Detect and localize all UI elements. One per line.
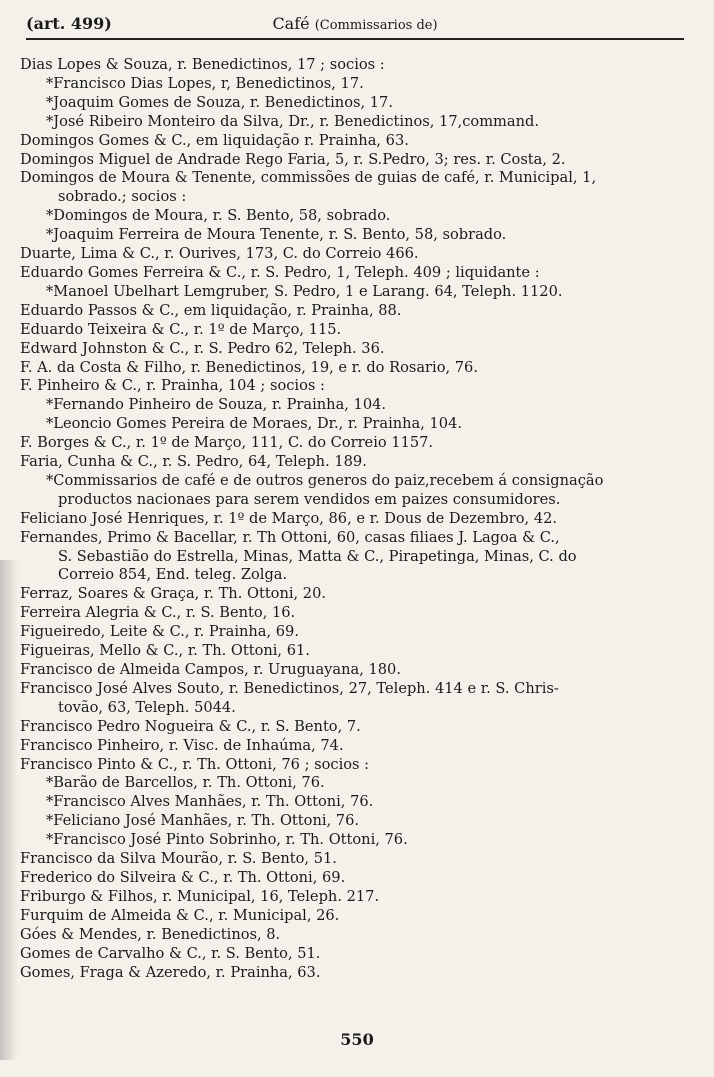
firm-entry: Edward Johnston & C., r. S. Pedro 62, Teleph. 36. — [20, 339, 385, 357]
firm-entry: F. Pinheiro & C., r. Prainha, 104 ; socios : — [20, 377, 325, 395]
firm-entry: Francisco Pedro Nogueira & C., r. S. Bento, 7. — [20, 717, 361, 735]
firm-entry: Eduardo Passos & C., em liquidação, r. Prainha, 88. — [20, 301, 402, 319]
partner-entry: *Francisco José Pinto Sobrinho, r. Th. Ottoni, 76. — [46, 831, 408, 849]
section-title-main: Café — [272, 14, 310, 33]
partner-entry: *Francisco Alves Manhães, r. Th. Ottoni, 76. — [46, 793, 374, 811]
firm-entry: Góes & Mendes, r. Benedictinos, 8. — [20, 925, 281, 943]
partner-entry: *Fernando Pinheiro de Souza, r. Prainha, 104. — [46, 396, 387, 414]
partner-entry: *Leoncio Gomes Pereira de Moraes, Dr., r. Prainha, 104. — [46, 415, 463, 433]
firm-entry: Francisco da Silva Mourão, r. S. Bento, 51. — [20, 850, 337, 868]
firm-entry: Dias Lopes & Souza, r. Benedictinos, 17 ; socios : — [20, 56, 385, 73]
entry-continuation: productos nacionaes para serem vendidos em paizes consumidores. — [58, 490, 561, 508]
firm-entry: Friburgo & Filhos, r. Municipal, 16, Teleph. 217. — [20, 887, 380, 905]
firm-entry: Domingos de Moura & Tenente, commissões de guias de café, r. Municipal, 1, — [20, 169, 597, 187]
section-title — [26, 14, 684, 33]
entry-continuation: sobrado.; socios : — [58, 188, 187, 206]
firm-entry: Furquim de Almeida & C., r. Municipal, 26. — [20, 906, 340, 924]
firm-entry: Faria, Cunha & C., r. S. Pedro, 64, Teleph. 189. — [20, 453, 367, 471]
firm-entry: Duarte, Lima & C., r. Ourives, 173, C. do Correio 466. — [20, 245, 419, 263]
firm-entry: Eduardo Gomes Ferreira & C., r. S. Pedro, 1, Teleph. 409 ; liquidante : — [20, 263, 540, 281]
firm-entry: Frederico do Silveira & C., r. Th. Ottoni, 69. — [20, 868, 346, 886]
firm-entry: Fernandes, Primo & Bacellar, r. Th Ottoni, 60, casas filiaes J. Lagoa & C., — [20, 528, 560, 546]
partner-entry: *Commissarios de café e de outros generos do paiz,recebem á consignação — [46, 471, 604, 489]
entry-continuation: Correio 854, End. teleg. Zolga. — [58, 566, 288, 584]
firm-entry: Figueiras, Mello & C., r. Th. Ottoni, 61. — [20, 642, 310, 660]
firm-entry: Gomes de Carvalho & C., r. S. Bento, 51. — [20, 944, 321, 962]
firm-entry: Ferreira Alegria & C., r. S. Bento, 16. — [20, 604, 296, 622]
partner-entry: *Manoel Ubelhart Lemgruber, S. Pedro, 1 e Larang. 64, Teleph. 1120. — [46, 282, 563, 300]
page-header — [26, 10, 684, 40]
firm-entry: Domingos Gomes & C., em liquidação r. Prainha, 63. — [20, 131, 409, 149]
firm-entry: Eduardo Teixeira & C., r. 1º de Março, 115. — [20, 320, 342, 338]
page-number: 550 — [340, 1030, 374, 1049]
firm-entry: Francisco Pinto & C., r. Th. Ottoni, 76 ; socios : — [20, 755, 370, 773]
partner-entry: *Domingos de Moura, r. S. Bento, 58, sobrado. — [46, 207, 391, 225]
partner-entry: *Barão de Barcellos, r. Th. Ottoni, 76. — [46, 774, 325, 792]
firm-entry: F. Borges & C., r. 1º de Março, 111, C. do Correio 1157. — [20, 434, 434, 452]
partner-entry: *Francisco Dias Lopes, r, Benedictinos, 17. — [46, 74, 364, 92]
section-title-sub: (Commissarios de) — [314, 18, 438, 33]
partner-entry: *José Ribeiro Monteiro da Silva, Dr., r. Benedictinos, 17,command. — [46, 112, 539, 130]
firm-entry: Francisco de Almeida Campos, r. Uruguayana, 180. — [20, 661, 401, 678]
firm-entry: Francisco José Alves Souto, r. Benedictinos, 27, Teleph. 414 e r. S. Chris- — [20, 679, 559, 697]
firm-entry: Domingos Miguel de Andrade Rego Faria, 5, r. S.Pedro, 3; res. r. Costa, 2. — [20, 150, 566, 168]
article-number: (art. 499) — [26, 14, 112, 33]
entry-continuation: tovão, 63, Teleph. 5044. — [58, 698, 236, 716]
partner-entry: *Joaquim Gomes de Souza, r. Benedictinos, 17. — [46, 93, 393, 111]
entry-continuation: S. Sebastião do Estrella, Minas, Matta & C., Pirapetinga, Minas, C. do — [58, 547, 577, 565]
firm-entry: F. A. da Costa & Filho, r. Benedictinos, 19, e r. do Rosario, 76. — [20, 358, 478, 376]
page-edge-shadow — [0, 560, 18, 1060]
directory-listing — [20, 56, 694, 982]
firm-entry: Gomes, Fraga & Azeredo, r. Prainha, 63. — [20, 963, 321, 981]
partner-entry: *Feliciano José Manhães, r. Th. Ottoni, 76. — [46, 812, 360, 830]
firm-entry: Francisco Pinheiro, r. Visc. de Inhaúma, 74. — [20, 736, 344, 754]
firm-entry: Ferraz, Soares & Graça, r. Th. Ottoni, 20. — [20, 585, 327, 603]
firm-entry: Figueiredo, Leite & C., r. Prainha, 69. — [20, 623, 299, 641]
partner-entry: *Joaquim Ferreira de Moura Tenente, r. S. Bento, 58, sobrado. — [46, 226, 507, 244]
firm-entry: Feliciano José Henriques, r. 1º de Março, 86, e r. Dous de Dezembro, 42. — [20, 509, 558, 527]
